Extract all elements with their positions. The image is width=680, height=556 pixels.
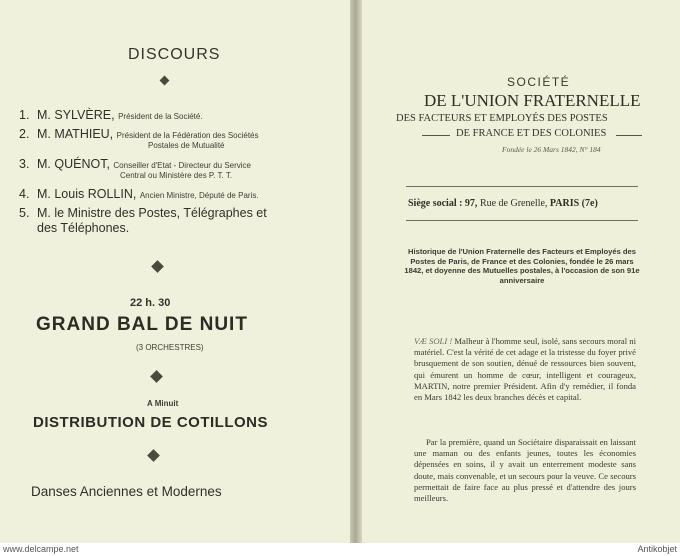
footer-right-text: Antikobjet <box>637 544 677 554</box>
speaker-1: 1. M. SYLVÈRE, Président de la Société. <box>19 108 203 122</box>
societe-heading: SOCIÉTÉ <box>507 75 571 89</box>
speaker-3-role-cont: Central ou Ministère des P. T. T. <box>120 171 233 180</box>
siege-social: Siège social : 97, Rue de Grenelle, PARIS (7e) <box>408 198 598 209</box>
bal-time: 22 h. 30 <box>130 297 171 309</box>
divider-bottom <box>406 220 638 221</box>
fondee-line: Fondée le 26 Mars 1842, N° 184 <box>502 145 601 154</box>
dash-right <box>616 135 642 136</box>
paragraph-1-text: Malheur à l'homme seul, isolé, sans secours moral ni matériel. C'est la vérité de cet adage et la tristesse du foyer privé brusquement de son soutien, dénué de ressources bien souvent, qui émurent un homme de cœur, intelligent et courageux, MARTIN, notre premier Président. Afin d'y remédier, il fonda en Mars 1842 les deux branches décès et capital. <box>414 336 636 403</box>
speaker-5-cont: des Téléphones. <box>37 221 130 235</box>
france-heading: DE FRANCE ET DES COLONIES <box>456 128 607 139</box>
diamond-ornament <box>150 370 163 383</box>
paragraph-2: Par la première, quand un Sociétaire disparaissait en laissant une maman ou des enfants jeunes, toutes les économies dépensées en soins, il y avait un enterrement modeste sans doute, mais convenable, et un secours pour la veuve. Ce secours permettait de faire face au plus pressé et d'attendre des jours meilleurs. <box>414 437 636 504</box>
cotillons-title: DISTRIBUTION DE COTILLONS <box>33 414 268 431</box>
bal-title: GRAND BAL DE NUIT <box>36 314 248 335</box>
footer-bar <box>0 543 680 556</box>
speaker-2: 2. M. MATHIEU, Président de la Fédération des Sociétés <box>19 127 259 141</box>
historique-summary: Historique de l'Union Fraternelle des Facteurs et Employés des Postes de Paris, de France et des Colonies, fondée le 26 mars 1842, et doyenne des Mutuelles postales, à l'occasion de son 91e anniversaire <box>404 247 640 285</box>
facteurs-heading: DES FACTEURS ET EMPLOYÉS DES POSTES <box>396 113 608 124</box>
paragraph-1-lead: VÆ SOLI ! <box>414 336 453 346</box>
diamond-ornament <box>160 76 170 86</box>
speaker-3: 3. M. QUÉNOT, Conseiller d'Etat - Directeur du Service <box>19 157 251 171</box>
union-heading: DE L'UNION FRATERNELLE <box>424 91 641 110</box>
minuit-label: A Minuit <box>147 399 179 408</box>
orchestres-note: (3 ORCHESTRES) <box>136 343 204 352</box>
footer-left-text: www.delcampe.net <box>3 544 79 554</box>
divider-top <box>406 186 638 187</box>
speaker-5: 5. M. le Ministre des Postes, Télégraphes et <box>19 206 267 220</box>
diamond-ornament <box>151 260 164 273</box>
discours-title: DISCOURS <box>128 46 221 63</box>
diamond-ornament <box>147 449 160 462</box>
right-page <box>362 0 680 543</box>
page-fold <box>350 0 362 543</box>
paragraph-1 <box>414 336 636 403</box>
speaker-2-role-cont: Postales de Mutualité <box>148 141 225 150</box>
danses-line: Danses Anciennes et Modernes <box>31 484 222 499</box>
dash-left <box>422 135 450 136</box>
speaker-4: 4. M. Louis ROLLIN, Ancien Ministre, Député de Paris. <box>19 187 259 201</box>
